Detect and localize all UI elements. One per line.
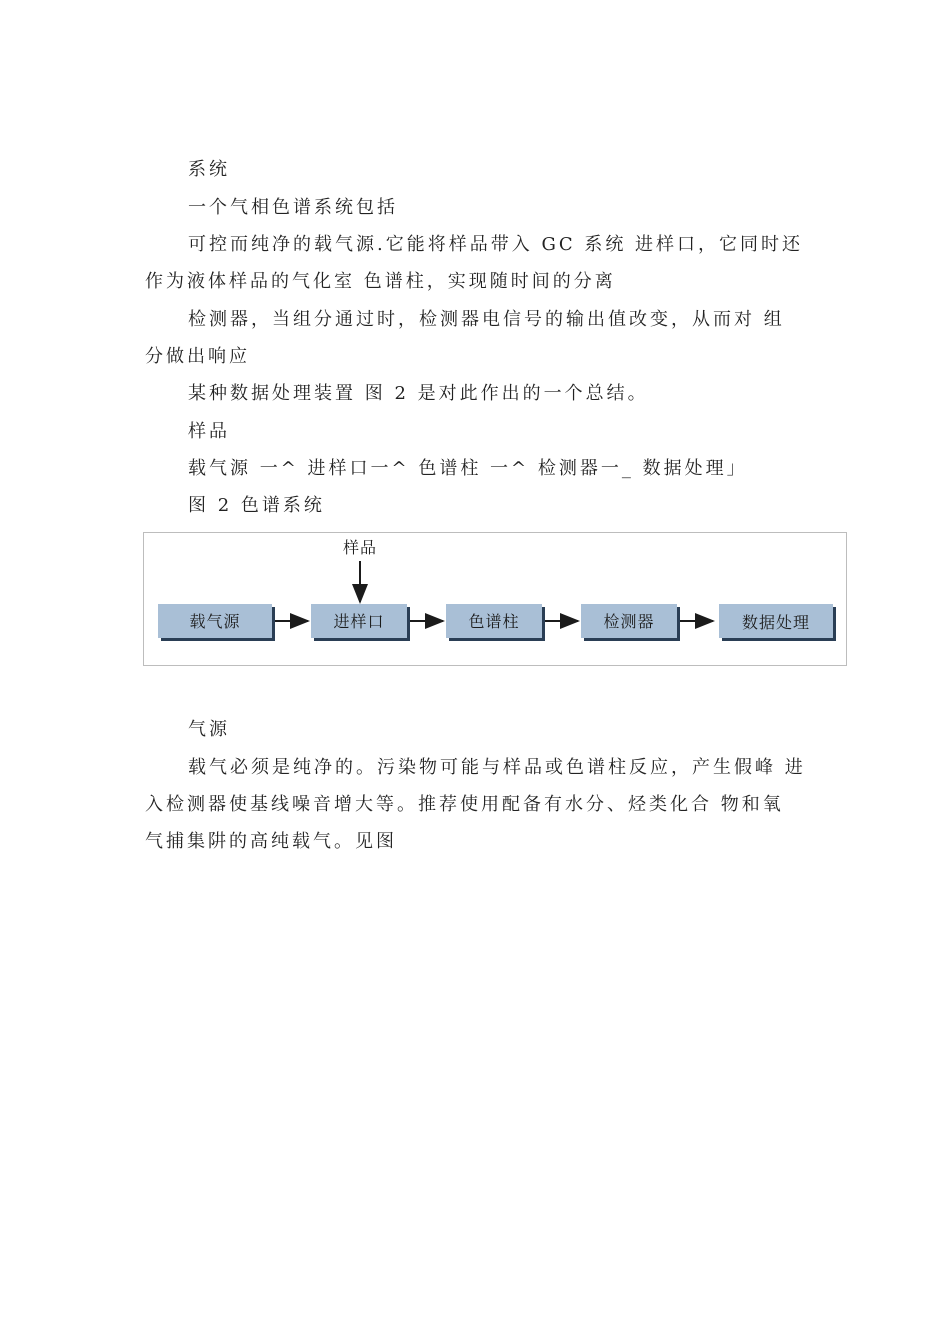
heading-gas-source: 气源 [188,719,230,740]
gc-system-diagram [143,532,847,666]
line-data-processing: 某种数据处理装置 图 2 是对此作出的一个总结。 [188,383,649,404]
box-label-detector: 检测器 [603,612,655,631]
line-carrier-1: 可控而纯净的载气源.它能将样品带入 GC 系统 进样口，它同时还 [188,234,804,255]
line-includes: 一个气相色谱系统包括 [188,197,398,218]
line-purity-2: 入检测器使基线噪音增大等。推荐使用配备有水分、烃类化合 物和氧 [145,794,784,815]
line-system: 系统 [188,159,230,180]
line-detector-2: 分做出响应 [145,346,250,367]
box-label-carrier-gas: 载气源 [189,612,241,631]
line-flow-text: 载气源 一^ 进样口一^ 色谱柱 一^ 检测器一_ 数据处理」 [188,458,748,479]
box-label-column: 色谱柱 [468,612,520,631]
line-purity-1: 载气必须是纯净的。污染物可能与样品或色谱柱反应，产生假峰 进 [188,757,806,778]
diagram-sample-label: 样品 [342,538,378,557]
line-carrier-2: 作为液体样品的气化室 色谱柱，实现随时间的分离 [145,271,616,292]
line-purity-3: 气捕集阱的高纯载气。见图 [145,831,397,852]
line-detector-1: 检测器，当组分通过时，检测器电信号的输出值改变，从而对 组 [188,309,785,330]
box-label-inlet: 进样口 [333,612,385,631]
gc-diagram-svg [144,533,848,667]
box-label-data-processing: 数据处理 [741,613,811,632]
line-sample: 样品 [188,421,230,442]
figure-caption: 图 2 色谱系统 [188,495,325,516]
